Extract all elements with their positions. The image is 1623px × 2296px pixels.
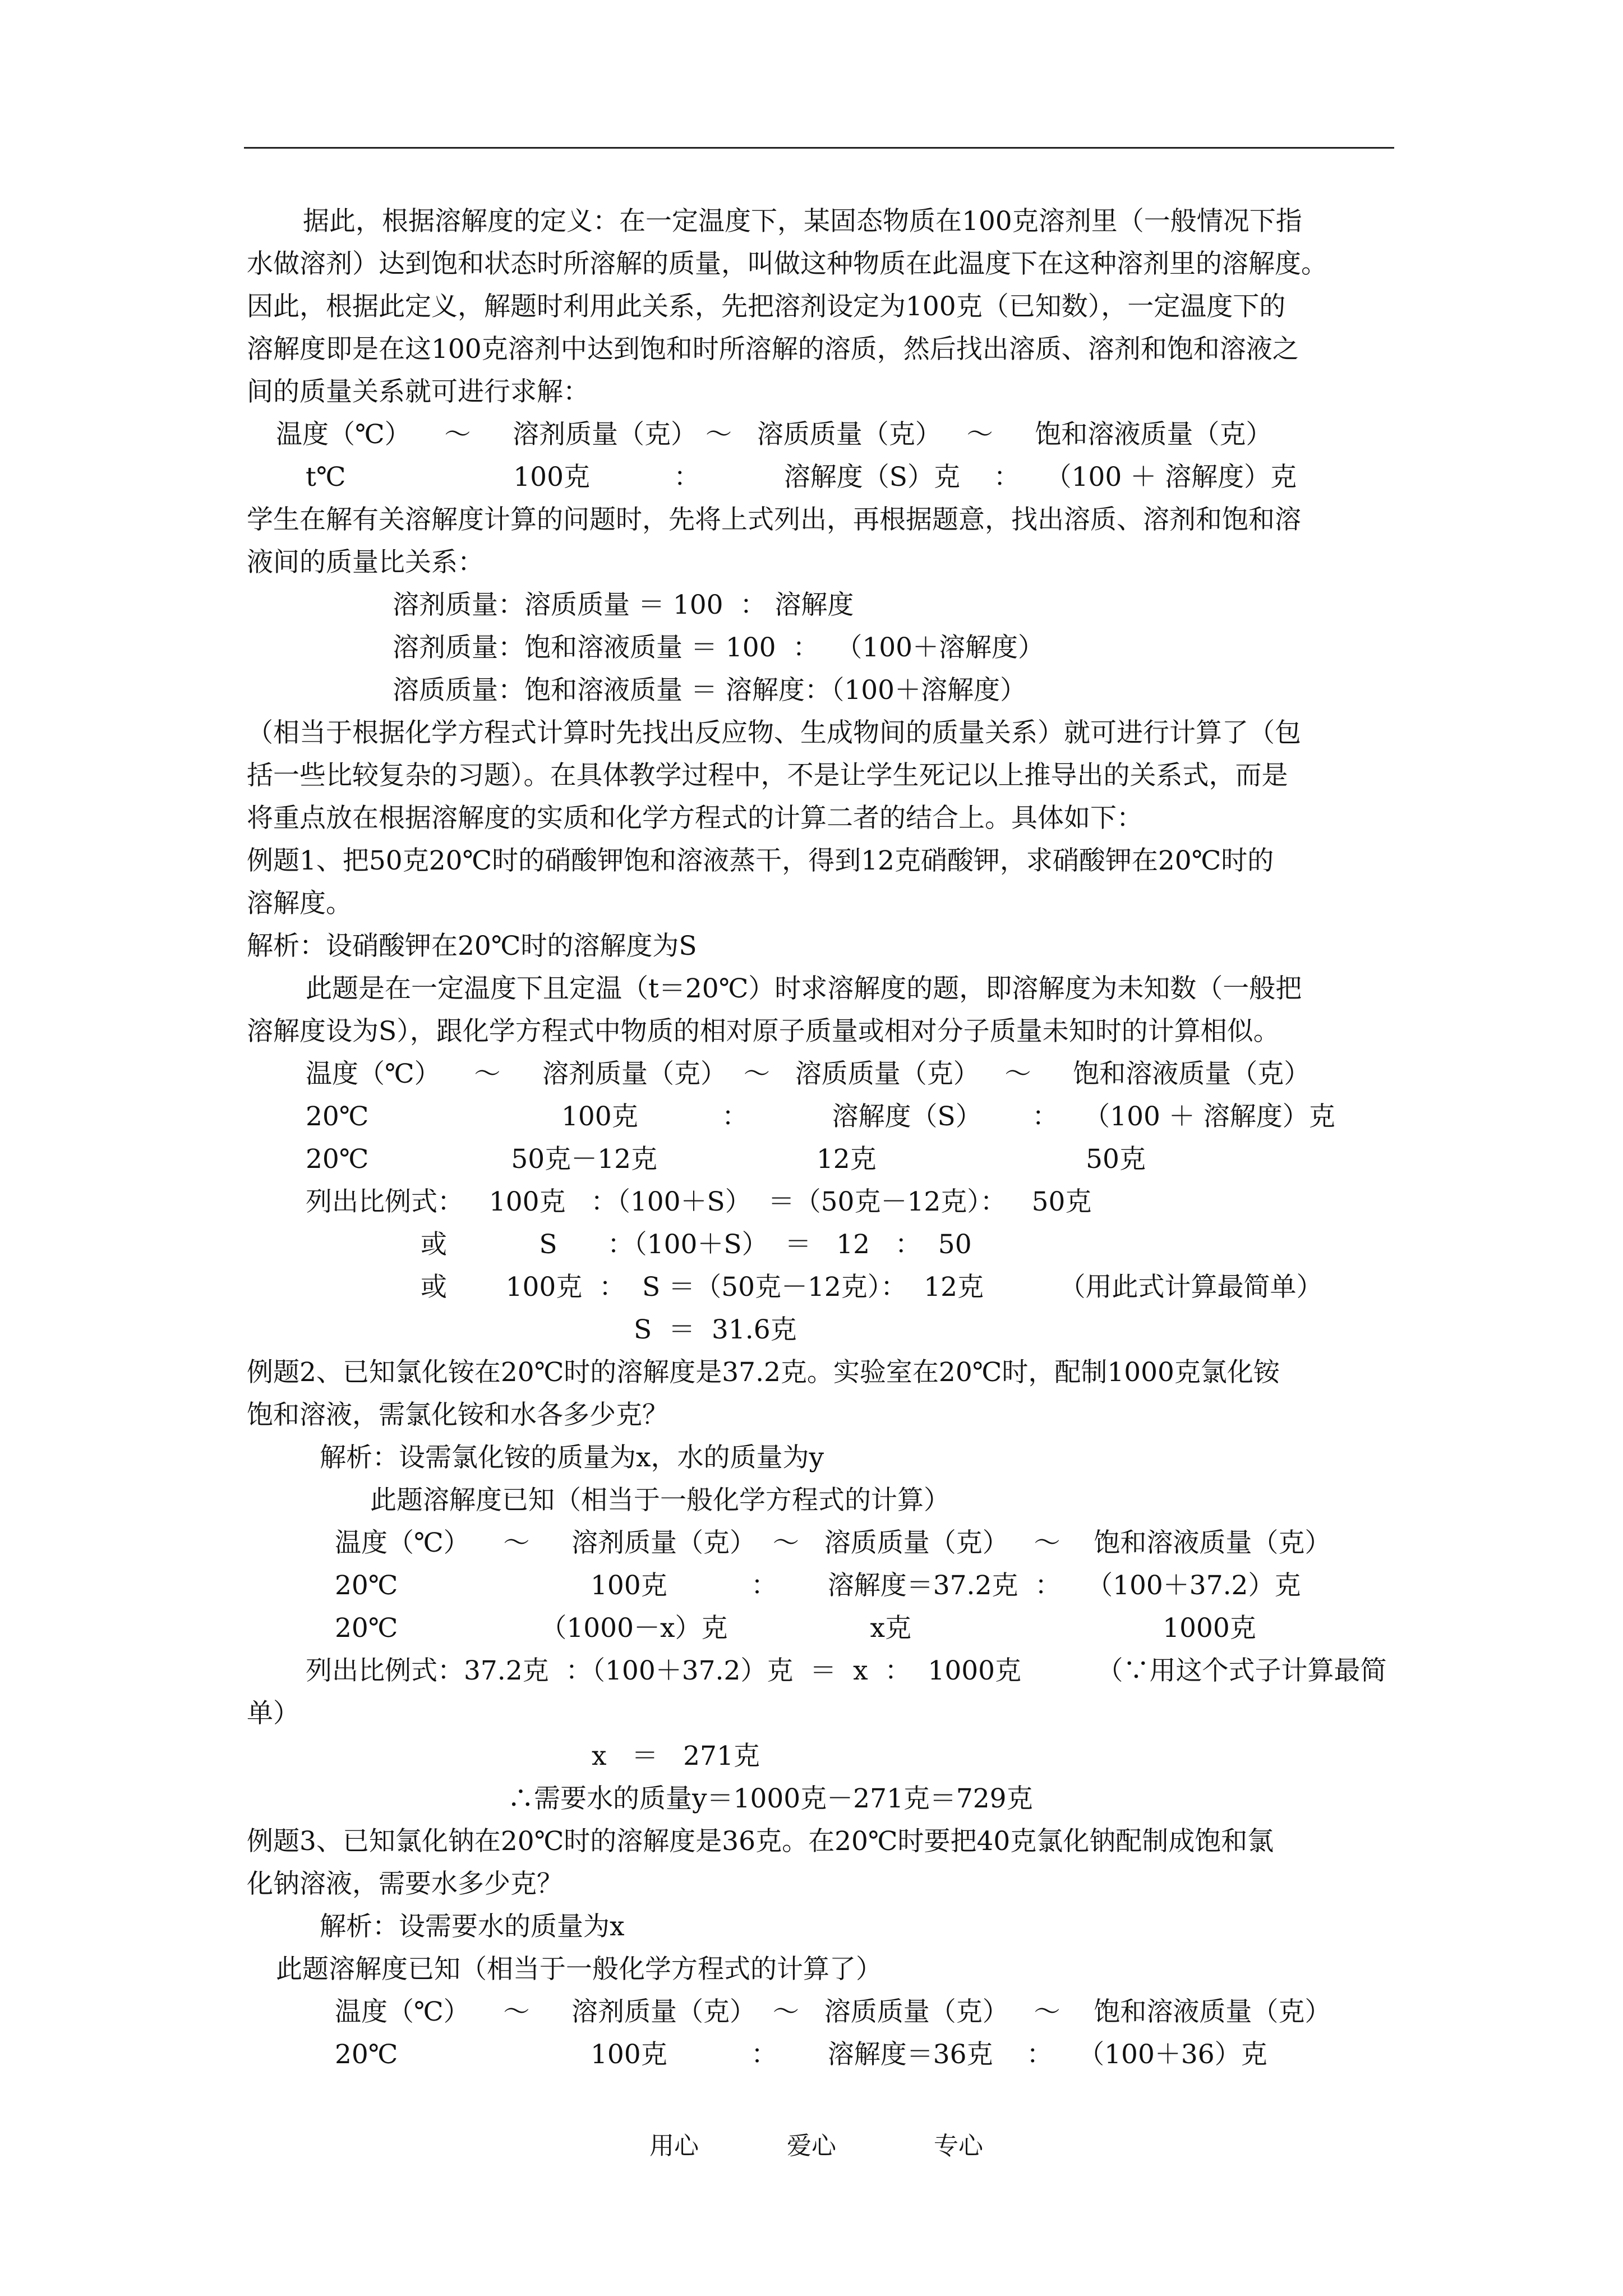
- text-line: 解析：设需氯化铵的质量为x，水的质量为y: [320, 1442, 824, 1473]
- text-line: 解析：设硝酸钾在20℃时的溶解度为S: [247, 931, 697, 961]
- text-line: 此题溶解度已知（相当于一般化学方程式的计算）: [370, 1485, 950, 1516]
- text-line: 列出比例式： 100克 ：（100＋S） ＝（50克－12克）： 50克: [306, 1186, 1092, 1217]
- text-line: 据此，根据溶解度的定义：在一定温度下，某固态物质在100克溶剂里（一般情况下指: [303, 206, 1302, 237]
- text-line: 化钠溶液，需要水多少克？: [247, 1869, 563, 1899]
- text-line: 学生在解有关溶解度计算的问题时，先将上式列出，再根据题意，找出溶质、溶剂和饱和溶: [247, 504, 1301, 535]
- text-line: 溶质质量：饱和溶液质量 ＝ 溶解度：（100＋溶解度）: [393, 675, 1027, 706]
- footer-item-1: 用心: [649, 2132, 699, 2160]
- text-line: ∴需要水的质量y＝1000克－271克＝729克: [508, 1783, 1033, 1814]
- text-line: 20℃ 100克 ： 溶解度（S） ： （100 ＋ 溶解度）克: [306, 1101, 1335, 1132]
- text-line: S ＝ 31.6克: [634, 1314, 797, 1345]
- text-line: 此题溶解度已知（相当于一般化学方程式的计算了）: [276, 1954, 882, 1985]
- text-line: 饱和溶液，需氯化铵和水各多少克？: [247, 1400, 668, 1430]
- text-line: 20℃ 50克－12克 12克 50克: [306, 1144, 1146, 1175]
- text-line: 或 100克 ： S ＝（50克－12克）： 12克 （用此式计算最简单）: [421, 1272, 1323, 1303]
- text-line: 或 S ：（100＋S） ＝ 12 ： 50: [421, 1229, 972, 1260]
- text-line: 溶剂质量：溶质质量 ＝ 100 ： 溶解度: [393, 590, 854, 620]
- footer-item-2: 爱心: [787, 2132, 836, 2160]
- text-line: 20℃ （1000－x）克 x克 1000克: [335, 1613, 1256, 1644]
- text-line: 单）: [247, 1698, 299, 1729]
- text-line: 溶解度。: [247, 888, 352, 919]
- text-line: 溶解度即是在这100克溶剂中达到饱和时所溶解的溶质，然后找出溶质、溶剂和饱和溶液之: [247, 334, 1299, 365]
- text-line: 因此，根据此定义，解题时利用此关系，先把溶剂设定为100克（已知数），一定温度下的: [247, 291, 1286, 322]
- text-line: 20℃ 100克 ： 溶解度＝36克 ： （100＋36）克: [335, 2039, 1267, 2070]
- text-line: 解析：设需要水的质量为x: [320, 1911, 625, 1942]
- text-line: 此题是在一定温度下且定温（t＝20℃）时求溶解度的题，即溶解度为未知数（一般把: [306, 973, 1302, 1004]
- text-line: 温度（℃） ～ 溶剂质量（克） ～ 溶质质量（克） ～ 饱和溶液质量（克）: [335, 1996, 1331, 2027]
- text-line: 括一些比较复杂的习题）。在具体教学过程中，不是让学生死记以上推导出的关系式，而是: [247, 760, 1288, 791]
- text-line: 例题2、已知氯化铵在20℃时的溶解度是37.2克。实验室在20℃时，配制1000克氯化铵: [247, 1357, 1280, 1388]
- text-line: 水做溶剂）达到饱和状态时所溶解的质量，叫做这种物质在此温度下在这种溶剂里的溶解度。: [247, 249, 1327, 279]
- text-line: 液间的质量比关系：: [247, 547, 484, 578]
- text-line: 溶剂质量：饱和溶液质量 ＝ 100 ： （100＋溶解度）: [393, 632, 1045, 663]
- text-line: 列出比例式：37.2克 ：（100＋37.2）克 ＝ x ： 1000克 （∵用这个式子计算最简: [306, 1655, 1387, 1686]
- text-line: 溶解度设为S），跟化学方程式中物质的相对原子质量或相对分子质量未知时的计算相似。: [247, 1016, 1280, 1047]
- text-line: （相当于根据化学方程式计算时先找出反应物、生成物间的质量关系）就可进行计算了（包: [247, 717, 1301, 748]
- text-line: t℃ 100克 ： 溶解度（S）克 ： （100 ＋ 溶解度）克: [306, 462, 1297, 493]
- text-line: x ＝ 271克: [592, 1741, 760, 1772]
- text-line: 例题3、已知氯化钠在20℃时的溶解度是36克。在20℃时要把40克氯化钠配制成饱和氯: [247, 1826, 1274, 1857]
- text-line: 温度（℃） ～ 溶剂质量（克） ～ 溶质质量（克） ～ 饱和溶液质量（克）: [335, 1527, 1331, 1558]
- header-rule: [244, 147, 1394, 149]
- text-line: 例题1、把50克20℃时的硝酸钾饱和溶液蒸干，得到12克硝酸钾，求硝酸钾在20℃时的: [247, 845, 1274, 876]
- text-line: 温度（℃） ～ 溶剂质量（克） ～ 溶质质量（克） ～ 饱和溶液质量（克）: [276, 419, 1272, 450]
- text-line: 将重点放在根据溶解度的实质和化学方程式的计算二者的结合上。具体如下：: [247, 803, 1143, 834]
- text-line: 温度（℃） ～ 溶剂质量（克） ～ 溶质质量（克） ～ 饱和溶液质量（克）: [306, 1059, 1311, 1089]
- text-line: 20℃ 100克 ： 溶解度＝37.2克 ： （100＋37.2）克: [335, 1570, 1301, 1601]
- footer-item-3: 专心: [934, 2132, 983, 2160]
- text-line: 间的质量关系就可进行求解：: [247, 376, 589, 407]
